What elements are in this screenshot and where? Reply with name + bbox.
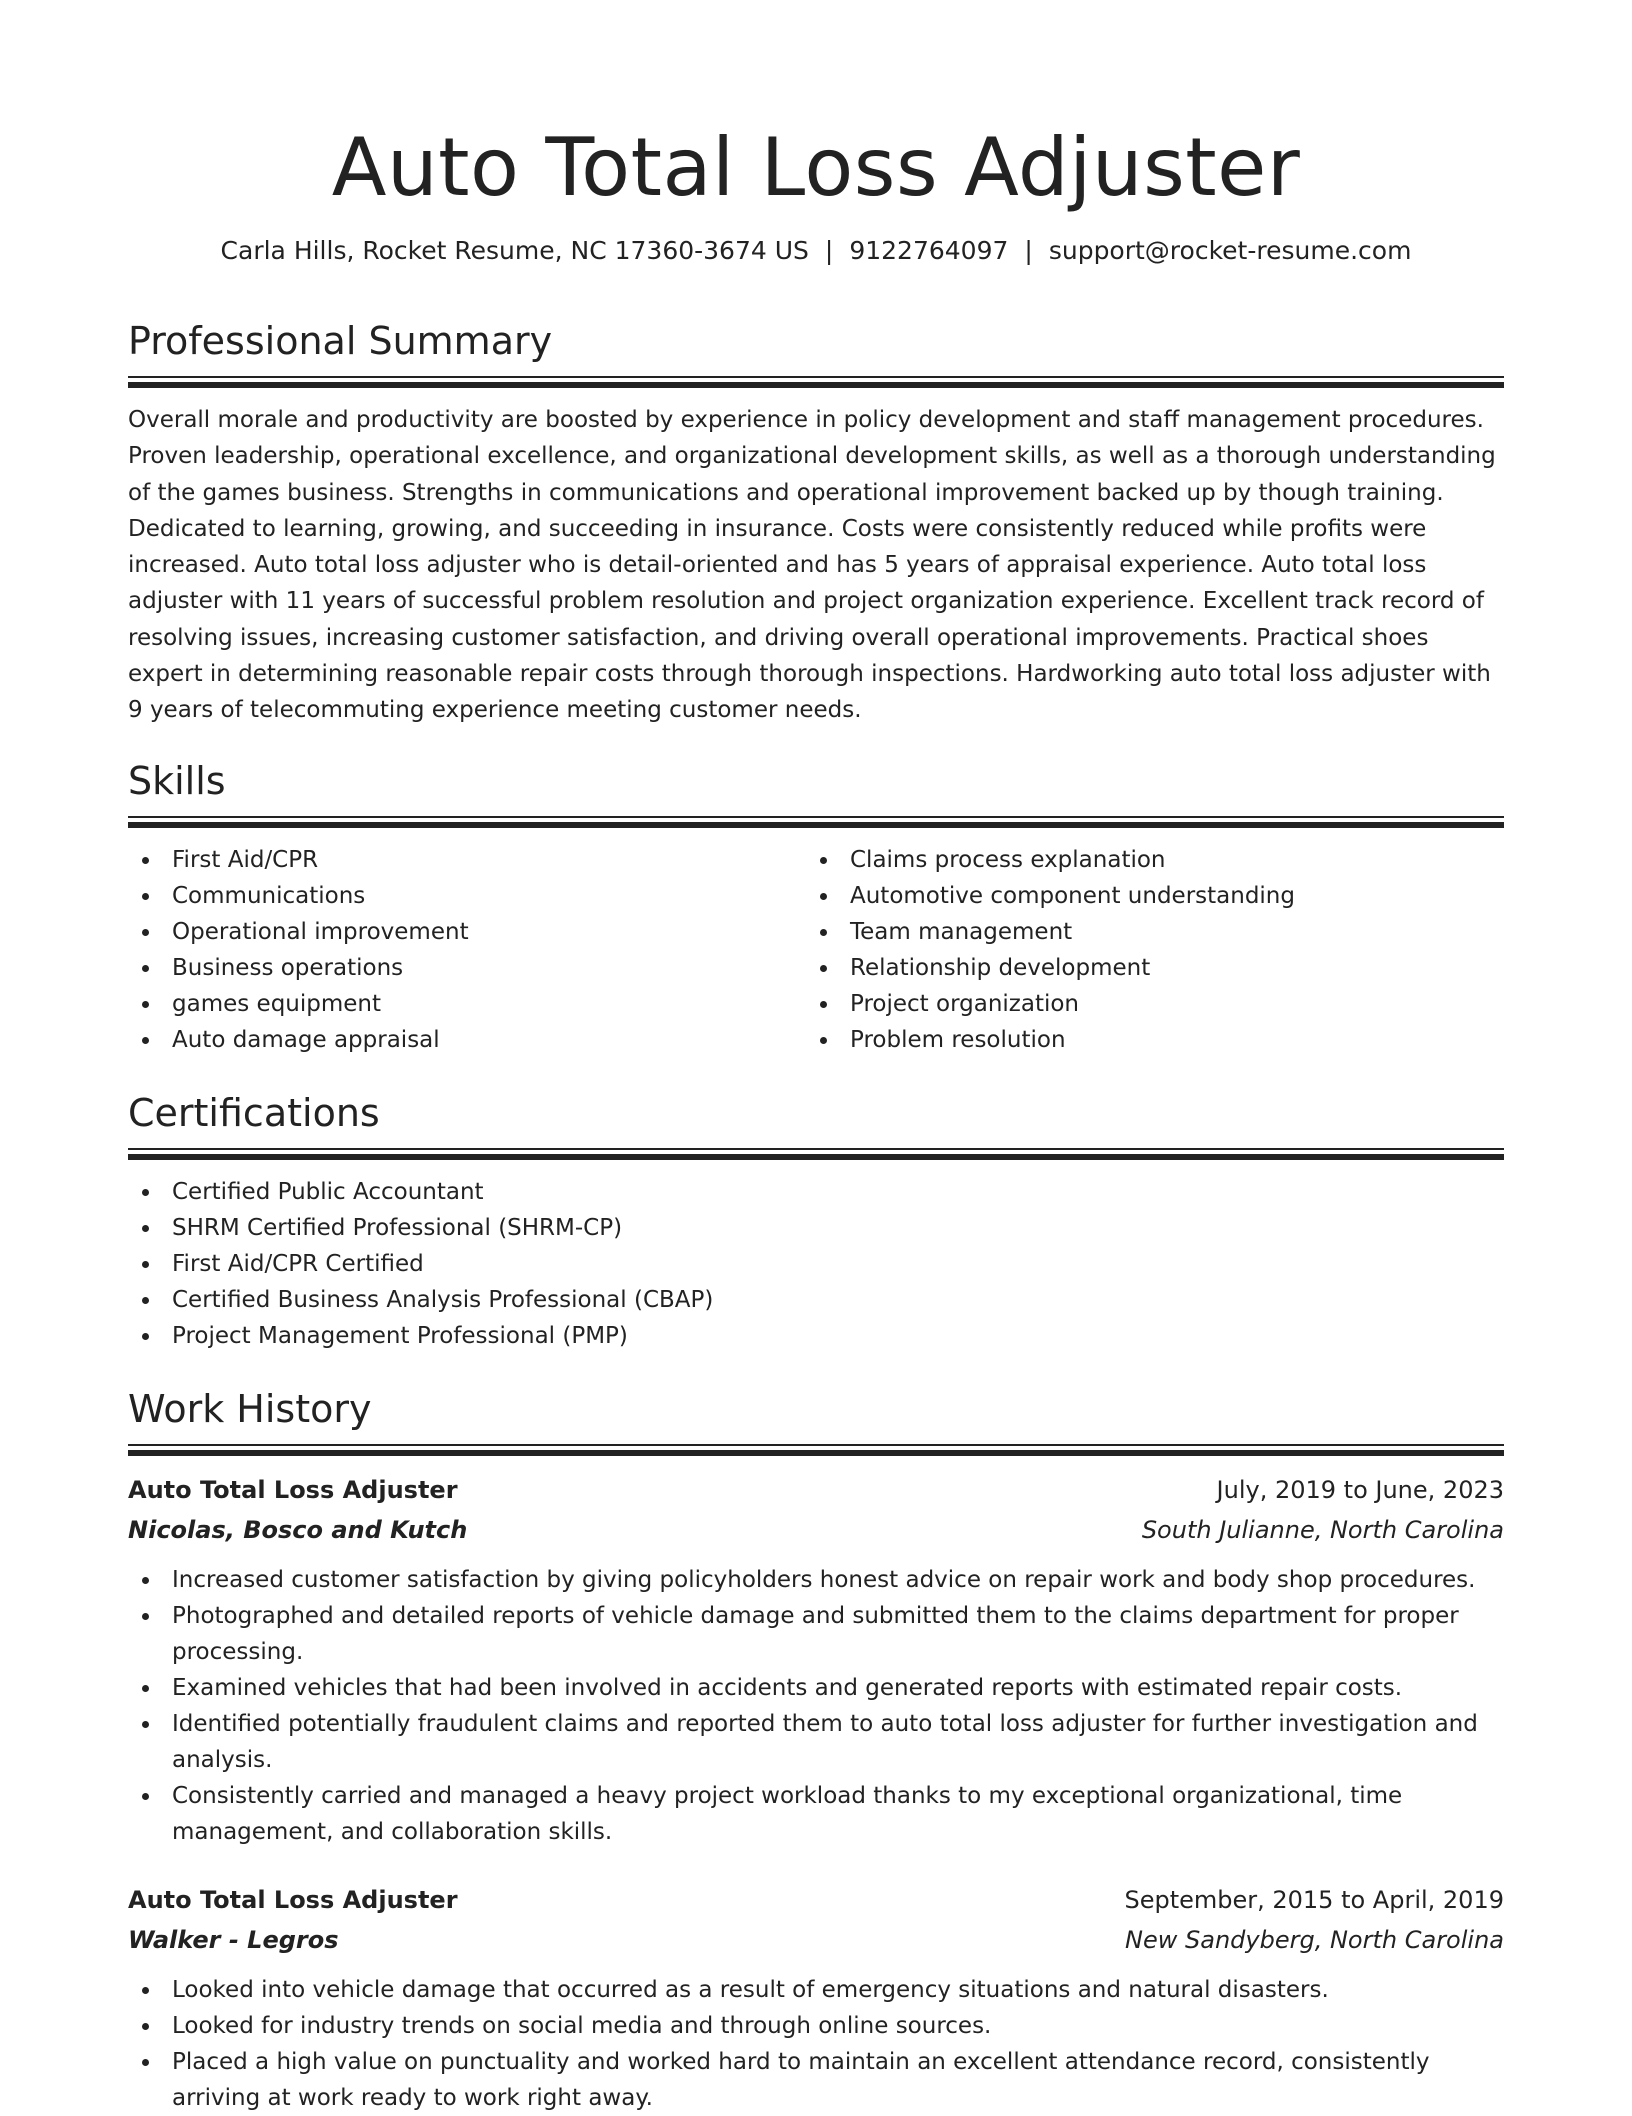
skills-list-left bbox=[128, 842, 806, 1058]
summary-text: Overall morale and productivity are boosted by experience in policy development and staff management procedures. Proven leadership, operational excellence, and organizational development skills, as well as a thorough understanding of the games business. Strengths in communications and operational improvement backed up by though training. Dedicated to learning, growing, and succeeding in insurance. Costs were consistently reduced while profits were increased. Auto total loss adjuster who is detail-oriented and has 5 years of appraisal experience. Auto total loss adjuster with 11 years of successful problem resolution and project organization experience. Excellent track record of resolving issues, increasing customer satisfaction, and driving overall operational improvements. Practical shoes expert in determining reasonable repair costs through thorough inspections. Hardworking auto total loss adjuster with 9 years of telecommuting experience meeting customer needs. bbox=[128, 407, 1496, 724]
job-bullets bbox=[128, 1972, 1504, 2116]
section-title-certifications: Certifications bbox=[128, 1091, 380, 1135]
job-title: Auto Total Loss Adjuster bbox=[128, 1476, 458, 1504]
section-divider bbox=[128, 816, 1504, 828]
job-dates: September, 2015 to April, 2019 bbox=[1124, 1886, 1504, 1914]
section-title-skills: Skills bbox=[128, 759, 226, 803]
contact-line bbox=[128, 234, 1504, 268]
certification-item: SHRM Certified Professional (SHRM-CP) bbox=[128, 1210, 1504, 1246]
contact-phone: 9122764097 bbox=[849, 236, 1009, 265]
job-entry bbox=[128, 1880, 1504, 2116]
job-subheader bbox=[128, 1920, 1504, 1960]
skill-item: games equipment bbox=[128, 986, 806, 1022]
skill-item: First Aid/CPR bbox=[128, 842, 806, 878]
skills-list-right bbox=[806, 842, 1484, 1058]
skill-item: Project organization bbox=[806, 986, 1484, 1022]
job-location: South Julianne, North Carolina bbox=[1141, 1516, 1504, 1544]
job-location: New Sandyberg, North Carolina bbox=[1125, 1926, 1504, 1954]
summary-section bbox=[128, 316, 1504, 729]
job-bullet: Identified potentially fraudulent claims and reported them to auto total loss adjuster for further investigation and analysis. bbox=[128, 1706, 1504, 1778]
skill-item: Business operations bbox=[128, 950, 806, 986]
certification-item: Certified Business Analysis Professional (CBAP) bbox=[128, 1282, 1504, 1318]
job-bullet: Photographed and detailed reports of vehicle damage and submitted them to the claims department for proper processing. bbox=[128, 1598, 1504, 1670]
job-company: Nicolas, Bosco and Kutch bbox=[128, 1516, 468, 1544]
job-company: Walker - Legros bbox=[128, 1926, 339, 1954]
certification-item: Project Management Professional (PMP) bbox=[128, 1318, 1504, 1354]
section-title-summary: Professional Summary bbox=[128, 319, 553, 363]
job-title: Auto Total Loss Adjuster bbox=[128, 1886, 458, 1914]
certification-item: First Aid/CPR Certified bbox=[128, 1246, 1504, 1282]
section-divider bbox=[128, 376, 1504, 388]
skill-item: Relationship development bbox=[806, 950, 1484, 986]
resume-page bbox=[128, 0, 1504, 2111]
job-subheader bbox=[128, 1510, 1504, 1550]
skill-item: Communications bbox=[128, 878, 806, 914]
job-bullet: Increased customer satisfaction by giving policyholders honest advice on repair work and body shop procedures. bbox=[128, 1562, 1504, 1598]
job-bullet: Looked for industry trends on social media and through online sources. bbox=[128, 2008, 1504, 2044]
job-bullet: Consistently carried and managed a heavy project workload thanks to my exceptional organizational, time management, and collaboration skills. bbox=[128, 1778, 1504, 1850]
contact-separator: | bbox=[1024, 236, 1033, 265]
job-bullets bbox=[128, 1562, 1504, 1850]
job-bullet: Placed a high value on punctuality and worked hard to maintain an excellent attendance record, consistently arriving at work ready to work right away. bbox=[128, 2044, 1504, 2116]
resume-title: Auto Total Loss Adjuster bbox=[331, 121, 1301, 214]
skill-item: Claims process explanation bbox=[806, 842, 1484, 878]
skill-item: Automotive component understanding bbox=[806, 878, 1484, 914]
skill-item: Problem resolution bbox=[806, 1022, 1484, 1058]
section-title-work-history: Work History bbox=[128, 1387, 372, 1431]
job-dates: July, 2019 to June, 2023 bbox=[1216, 1476, 1504, 1504]
contact-separator: | bbox=[824, 236, 834, 265]
contact-address: Carla Hills, Rocket Resume, NC 17360-3674 US bbox=[220, 236, 809, 265]
certification-item: Certified Public Accountant bbox=[128, 1174, 1504, 1210]
contact-email: support@rocket-resume.com bbox=[1048, 236, 1412, 265]
skills-columns bbox=[128, 842, 1504, 1058]
job-entry bbox=[128, 1470, 1504, 1850]
skill-item: Team management bbox=[806, 914, 1484, 950]
section-divider bbox=[128, 1148, 1504, 1160]
certifications-section bbox=[128, 1088, 1504, 1354]
job-bullet: Looked into vehicle damage that occurred as a result of emergency situations and natural disasters. bbox=[128, 1972, 1504, 2008]
job-bullet: Examined vehicles that had been involved in accidents and generated reports with estimated repair costs. bbox=[128, 1670, 1504, 1706]
job-header bbox=[128, 1470, 1504, 1510]
skill-item: Operational improvement bbox=[128, 914, 806, 950]
section-divider bbox=[128, 1444, 1504, 1456]
skills-section bbox=[128, 756, 1504, 1058]
skill-item: Auto damage appraisal bbox=[128, 1022, 806, 1058]
job-header bbox=[128, 1880, 1504, 1920]
certifications-list bbox=[128, 1174, 1504, 1354]
work-history-section bbox=[128, 1384, 1504, 2116]
